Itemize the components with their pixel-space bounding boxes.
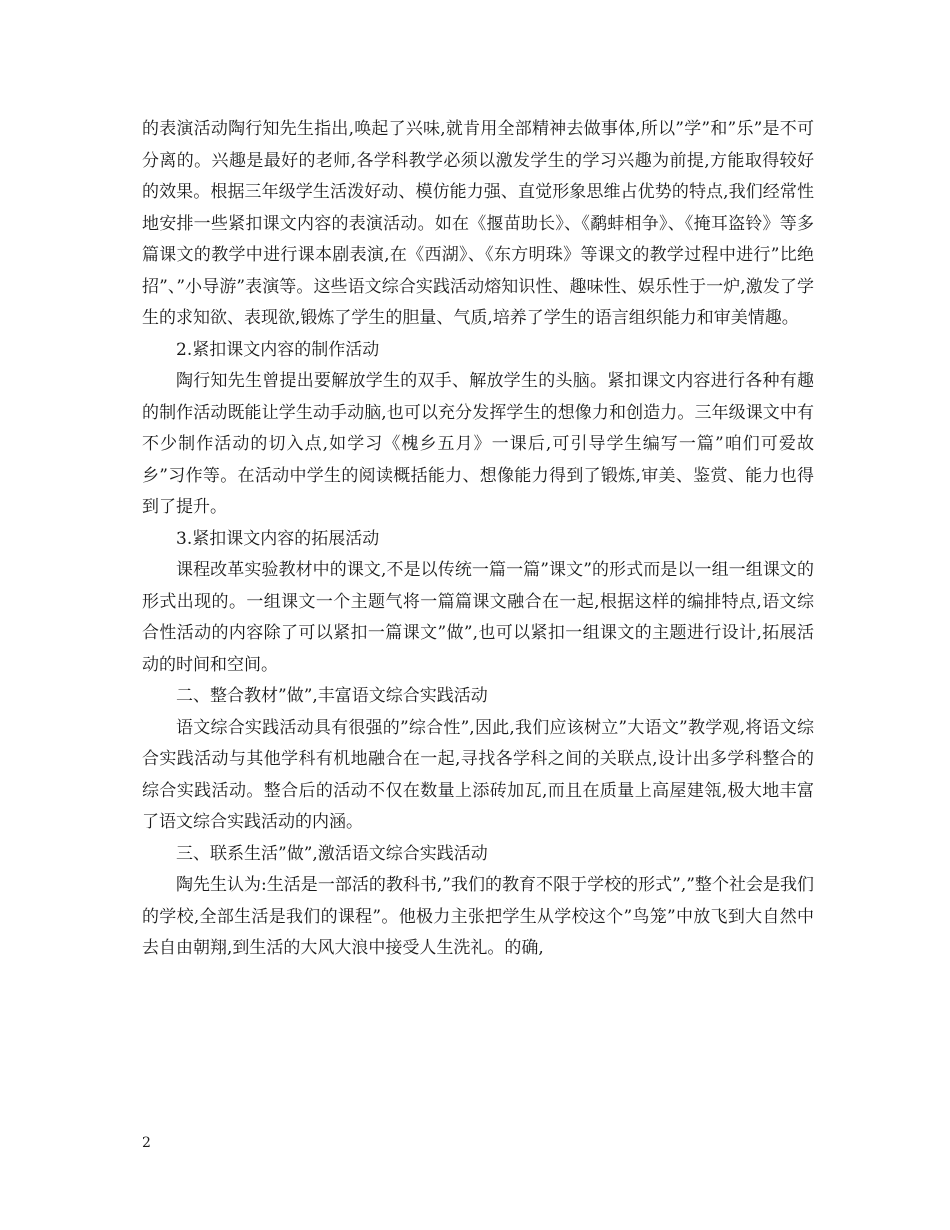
- paragraph-5: 陶先生认为:生活是一部活的教科书,”我们的教育不限于学校的形式”,”整个社会是我们的学校,全部生活是我们的课程”。他极力主张把学生从学校这个”鸟笼”中放飞到大自然中去自由朝翔,到生活的大风大浪中接受人生洗礼。的确,: [142, 875, 814, 958]
- page-number: 2: [142, 1135, 151, 1151]
- paragraph-1: 的表演活动陶行知先生指出,唤起了兴味,就肯用全部精神去做事体,所以”学”和”乐”是不可分离的。兴趣是最好的老师,各学科教学必须以激发学生的学习兴趣为前提,方能取得较好的效果。根据三年级学生活泼好动、模仿能力强、直觉形象思维占优势的特点,我们经常性地安排一些紧扣课文内容的表演活动。如在《揠苗助长》、《鹬蚌相争》、《掩耳盗铃》等多篇课文的教学中进行课本剧表演,在《西湖》、《东方明珠》等课文的教学过程中进行”比绝招”、”小导游”表演等。这些语文综合实践活动熔知识性、趣味性、娱乐性于一炉,激发了学生的求知欲、表现欲,锻炼了学生的胆量、气质,培养了学生的语言组织能力和审美情趣。: [142, 119, 814, 328]
- section-heading-2: 二、整合教材”做”,丰富语文综合实践活动: [176, 686, 488, 706]
- paragraph-heading-2: 2.紧扣课文内容的制作活动: [176, 339, 380, 360]
- section-heading-3: 三、联系生活”做”,激活语文综合实践活动: [176, 843, 488, 864]
- paragraph-2: 陶行知先生曾提出要解放学生的双手、解放学生的头脑。紧扣课文内容进行各种有趣的制作活动既能让学生动手动脑,也可以充分发挥学生的想像力和创造力。三年级课文中有不少制作活动的切入点,如学习《槐乡五月》一课后,可引导学生编写一篇”咱们可爱故乡”习作等。在活动中学生的阅读概括能力、想像能力得到了锻炼,审美、鉴赏、能力也得到了提升。: [142, 371, 814, 517]
- paragraph-4: 语文综合实践活动具有很强的”综合性”,因此,我们应该树立”大语文”教学观,将语文综合实践活动与其他学科有机地融合在一起,寻找各学科之间的关联点,设计出多学科整合的综合实践活动。整合后的活动不仅在数量上添砖加瓦,而且在质量上高屋建瓴,极大地丰富了语文综合实践活动的内涵。: [142, 717, 814, 832]
- paragraph-3: 课程改革实验教材中的课文,不是以传统一篇一篇”课文”的形式而是以一组一组课文的形式出现的。一组课文一个主题气将一篇篇课文融合在一起,根据这样的编排特点,语文综合性活动的内容除了可以紧扣一篇课文”做”,也可以紧扣一组课文的主题进行设计,拓展活动的时间和空间。: [142, 560, 814, 675]
- paragraph-heading-3: 3.紧扣课文内容的拓展活动: [176, 528, 380, 549]
- document-body: [142, 114, 814, 965]
